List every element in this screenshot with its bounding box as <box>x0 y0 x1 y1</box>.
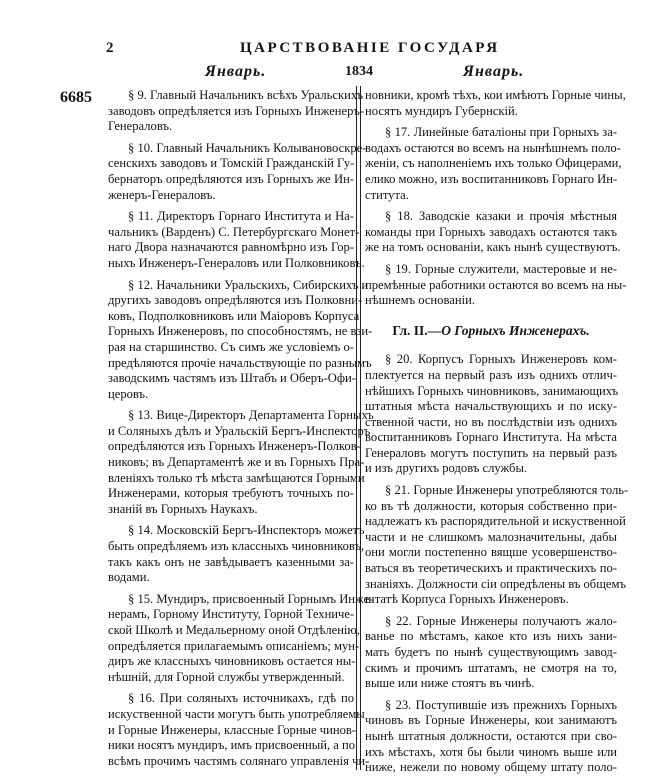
text-line: ственной части, но въ послѣдствіи изъ однихъ <box>365 414 617 429</box>
text-line: предѣляются прочіе начальствующіе по разнымъ <box>108 355 372 370</box>
text-line: они могли постепенно вящше усовершенство- <box>365 545 617 560</box>
text-line: опредѣляются изъ Горныхъ Инженеръ-Полков- <box>108 439 361 454</box>
chapter-prefix: Гл. II.— <box>392 322 442 338</box>
text-line: скимъ и прочимъ штатамъ, не смотря на то, <box>365 660 617 675</box>
text-line: § 15. Мундиръ, присвоенный Горнымъ Инже- <box>128 591 374 606</box>
paragraph <box>365 352 617 477</box>
text-line: женеръ-Генераловъ. <box>108 187 216 202</box>
year: 1834 <box>345 64 373 79</box>
text-line: никовъ; въ Департаментѣ же и въ Горныхъ Пра- <box>108 455 365 470</box>
text-line: искуственной части могутъ быть употребляемы <box>108 706 365 721</box>
text-line: ко въ тѣ должности, которыя собственно при- <box>365 498 617 513</box>
text-line: нѣйшихъ Горныхъ чиновниковъ, занимающихъ <box>365 383 619 398</box>
text-line: новники, кромѣ тѣхъ, кои имѣютъ Горные чины, <box>365 88 626 102</box>
right-column-bottom <box>365 352 629 775</box>
text-line: сенскихъ заводовъ и Томскій Гражданскій Гу- <box>108 156 355 171</box>
text-line: женіи, съ наполненіемъ ихъ только Офицерами, <box>365 156 622 171</box>
text-line: части и не слишкомъ малозначительны, дабы <box>365 529 617 544</box>
chapter-title: О Горныхъ Инженерахъ. <box>441 322 590 338</box>
text-line: бернаторъ опредѣляются изъ Горныхъ же Ин- <box>108 171 354 186</box>
month-left: Январь. <box>205 63 267 80</box>
text-line: другихъ заводовъ опредѣляются изъ Полковни- <box>108 293 363 308</box>
paragraph <box>108 209 365 271</box>
text-line: носятъ мундиръ Губернскій. <box>365 103 518 118</box>
paragraph <box>108 591 374 686</box>
text-line: § 23. Поступившіе изъ прежнихъ Горныхъ <box>385 697 617 712</box>
text-line: елико можно, изъ воспитанниковъ Горнаго Ин- <box>365 171 618 186</box>
text-line: вленіяхъ только тѣ мѣста замѣщаются Горными <box>108 470 365 485</box>
text-line: § 13. Вице-Директоръ Департамента Горныхъ <box>128 408 374 423</box>
text-line: и Горные Инженеры, классные Горные чинов- <box>108 722 357 737</box>
text-line: воспитанниковъ Горнаго Института. На мѣста <box>365 430 617 445</box>
text-line: такъ какъ онъ не завѣдываетъ казенными за- <box>108 554 354 569</box>
text-line: ванье по мѣстамъ, какое кто изъ нихъ зани- <box>365 629 617 644</box>
paragraph <box>365 88 626 119</box>
text-line: ститута. <box>365 187 409 202</box>
text-line: нѣшній, для Горной службы утвержденный. <box>108 669 345 684</box>
text-line: церовъ. <box>108 386 149 401</box>
text-line: Горныхъ Инженеровъ, по способностямъ, не взи- <box>108 324 373 339</box>
text-line: ихъ мѣстахъ, хотя бы были чиномъ выше или <box>365 744 617 759</box>
text-line: команды при Горныхъ заводахъ остаются такъ <box>365 224 617 239</box>
text-line: § 10. Главный Начальникъ Колывановоскре- <box>128 140 367 155</box>
paragraph <box>365 125 622 203</box>
text-line: нѣшнемъ основаніи. <box>365 293 475 308</box>
paragraph <box>365 483 629 608</box>
text-line: ковъ, Подполковниковъ или Маіоровъ Корпуса <box>108 308 360 323</box>
text-line: всѣмъ прочимъ частямъ солянаго управленія чи- <box>108 753 370 768</box>
running-title: ЦАРСТВОВАНІЕ ГОСУДАРЯ <box>240 40 500 56</box>
text-line: премѣнные работники остаются во всемъ на ны- <box>365 277 627 292</box>
paragraph <box>108 277 373 403</box>
text-line: чиновъ въ Горные Инженеры, кои занимаютъ <box>365 713 617 728</box>
text-line: § 17. Линейные баталіоны при Горныхъ за- <box>385 125 617 140</box>
paragraph <box>108 140 367 203</box>
right-column-top <box>365 88 627 309</box>
text-line: § 21. Горные Инженеры употребляются толь- <box>385 483 629 498</box>
paragraph <box>108 408 374 517</box>
text-line: знаніяхъ. Должности сіи опредѣлены въ общемъ <box>365 576 626 591</box>
text-line: выше или ниже стоятъ въ чинѣ. <box>365 676 535 691</box>
text-line: § 12. Начальники Уральскихъ, Сибирскихъ и <box>128 277 369 292</box>
text-line: же на томъ основаніи, какъ нынѣ существуютъ. <box>365 240 621 255</box>
text-line: § 22. Горные Инженеры получаютъ жало- <box>385 613 617 628</box>
text-line: знаній въ Горныхъ Наукахъ. <box>108 501 258 516</box>
text-line: § 14. Московскій Бергъ-Инспекторъ можетъ <box>128 523 365 538</box>
page-number: 2 <box>106 40 114 56</box>
text-line: надлежатъ къ распорядительной и искуственной <box>365 514 626 529</box>
paragraph <box>108 691 370 769</box>
text-line: и Соляныхъ дѣлъ и Уральскій Бергъ-Инспекторъ <box>108 423 371 438</box>
text-line: § 11. Директоръ Горнаго Института и На- <box>128 209 354 224</box>
text-line: § 16. При соляныхъ источникахъ, гдѣ по <box>128 691 354 706</box>
text-line: быть опредѣляемъ изъ классныхъ чиновниковъ, <box>108 539 365 554</box>
text-line: заводскимъ частямъ изъ Штабъ и Оберъ-Офи- <box>108 371 356 386</box>
text-line: штатныя мѣста начальствующихъ и по иску- <box>365 399 617 414</box>
text-line: водами. <box>108 570 150 585</box>
text-line: чальникъ (Варденъ) С. Петербургскаго Монет- <box>108 224 360 239</box>
text-line: заводовъ опредѣляется изъ Горныхъ Инженеръ- <box>108 103 365 118</box>
month-right: Январь. <box>463 63 525 80</box>
text-line: Генераловъ. <box>108 119 173 134</box>
paragraph <box>365 261 627 309</box>
text-line: § 19. Горные служители, мастеровые и не- <box>385 261 617 276</box>
text-line: водахъ остаются во всемъ на нынѣшнемъ поло- <box>365 140 621 155</box>
text-line: ваться въ теоретическихъ и практическихъ по- <box>365 561 617 576</box>
text-line: § 9. Главный Начальникъ всѣхъ Уральскихъ <box>128 88 364 102</box>
text-line: нерамъ, Горному Институту, Горной Техниче- <box>108 607 355 622</box>
article-number: 6685 <box>60 89 92 106</box>
text-line: Инженерами, которыя требуютъ точныхъ по- <box>108 486 354 501</box>
left-column <box>108 88 374 775</box>
paragraph <box>365 614 617 692</box>
text-line: Генераловъ могутъ поступить на первый разъ <box>365 445 617 460</box>
text-line: ниже, нежели по новому общему штату поло- <box>365 760 617 775</box>
text-line: мать будетъ по нынѣ существующимъ завод- <box>365 645 617 659</box>
text-line: § 20. Корпусъ Горныхъ Инженеровъ ком- <box>385 352 617 367</box>
right-column <box>365 88 629 782</box>
text-line: § 18. Заводскіе казаки и прочія мѣстныя <box>385 209 617 224</box>
text-line: штатѣ Корпуса Горныхъ Инженеровъ. <box>365 592 569 607</box>
text-line: рая на старшинство. Съ симъ же условіемъ о- <box>108 339 354 354</box>
text-line: наго Двора назначаются равномѣрно изъ Гор- <box>108 240 354 255</box>
text-line: плектуется на первый разъ изъ однихъ отлич- <box>365 367 617 382</box>
paragraph <box>108 88 365 135</box>
paragraph <box>365 209 621 256</box>
text-line: ныхъ Инженеръ-Генераловъ или Полковниковъ. <box>108 255 365 270</box>
text-line: диръ же классныхъ чиновниковъ остается ны- <box>108 654 356 669</box>
paragraph <box>365 698 617 776</box>
text-line: ской Школѣ и Медальерному оной Отдѣленію, <box>108 623 360 637</box>
text-line: опредѣляется прилагаемымъ описаніемъ; мун- <box>108 638 360 653</box>
text-line: и изъ другихъ родовъ службы. <box>365 461 528 476</box>
paragraph <box>108 523 365 585</box>
text-line: ники носятъ мундиръ, имъ присвоенный, а по <box>108 738 356 753</box>
chapter-heading <box>365 323 617 339</box>
text-line: нынѣ штатныя должности, остаются при сво- <box>365 728 617 743</box>
